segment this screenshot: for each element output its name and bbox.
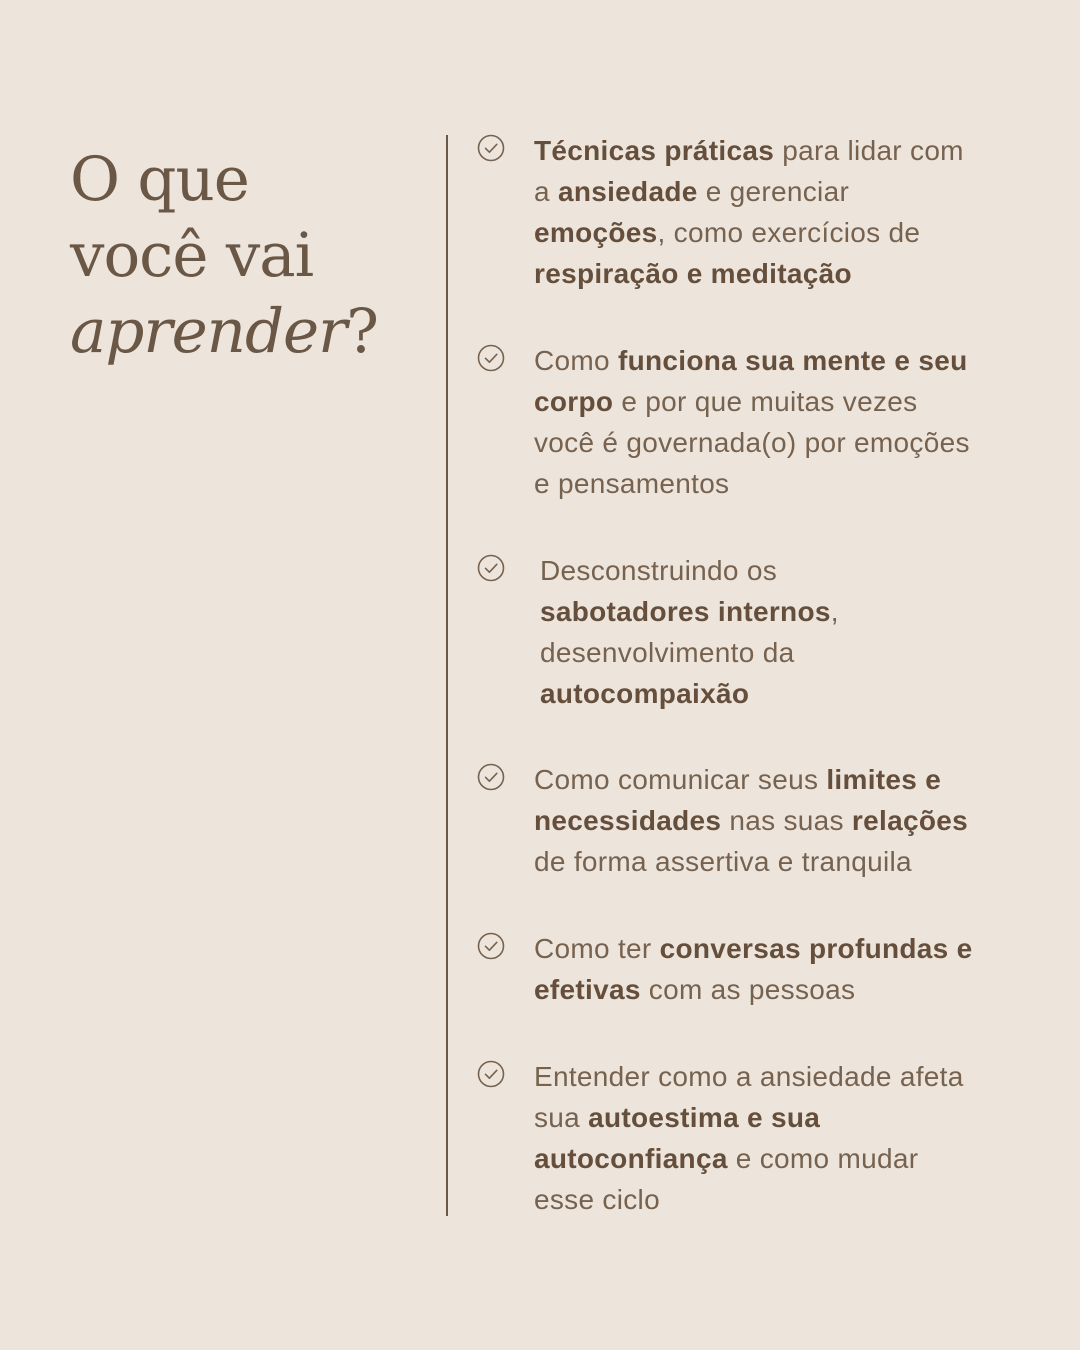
item-segment: autocompaixão xyxy=(540,678,750,709)
item-segment: relações xyxy=(851,805,968,836)
item-segment: conversas profundas e efetivas xyxy=(534,933,973,1005)
item-segment: autoestima e sua autoconfiança xyxy=(534,1102,821,1174)
page-title xyxy=(70,142,410,370)
item-segment: ansiedade xyxy=(557,176,698,207)
item-segment: e por que muitas vezes você é governada(o) por emoções e pensamentos xyxy=(534,386,970,499)
item-segment: sabotadores internos xyxy=(540,596,831,627)
item-segment: com as pessoas xyxy=(640,974,856,1005)
item-text xyxy=(534,130,984,294)
item-segment: funciona sua mente e seu corpo xyxy=(534,345,968,417)
check-circle-icon xyxy=(476,553,506,583)
item-text xyxy=(534,340,984,504)
check-circle-icon xyxy=(476,762,506,792)
item-segment: nas suas xyxy=(721,805,852,836)
title-italic-word: aprender xyxy=(70,296,347,367)
item-segment: de forma assertiva e tranquila xyxy=(534,846,912,877)
item-segment: Entender como a ansiedade afeta sua xyxy=(534,1061,964,1133)
check-circle-icon xyxy=(476,343,506,373)
item-text xyxy=(534,928,994,1010)
item-segment: para lidar com a xyxy=(534,135,964,207)
check-circle-icon xyxy=(476,931,506,961)
item-segment: Como xyxy=(534,345,618,376)
title-line-2: você vai xyxy=(70,220,314,291)
item-segment: Desconstruindo os xyxy=(540,555,778,586)
title-question-mark: ? xyxy=(346,296,378,367)
item-segment: e gerenciar xyxy=(697,176,850,207)
item-segment: Como comunicar seus xyxy=(534,764,827,795)
item-text xyxy=(534,1056,984,1220)
check-circle-icon xyxy=(476,133,506,163)
check-circle-icon xyxy=(476,1059,506,1089)
item-segment: , como exercícios de xyxy=(657,217,921,248)
item-segment: , desenvolvimento da xyxy=(540,596,839,668)
title-line-3 xyxy=(70,294,410,370)
item-segment: emoções xyxy=(534,217,658,248)
item-text xyxy=(534,759,974,882)
item-segment: Técnicas práticas xyxy=(534,135,775,166)
title-line-1: O que xyxy=(70,144,249,215)
item-text xyxy=(540,550,850,714)
item-segment: respiração e meditação xyxy=(534,258,852,289)
item-segment: e como mudar esse ciclo xyxy=(534,1143,919,1215)
vertical-divider xyxy=(446,135,448,1216)
item-segment: Como ter xyxy=(534,933,660,964)
item-segment: limites e necessidades xyxy=(534,764,942,836)
